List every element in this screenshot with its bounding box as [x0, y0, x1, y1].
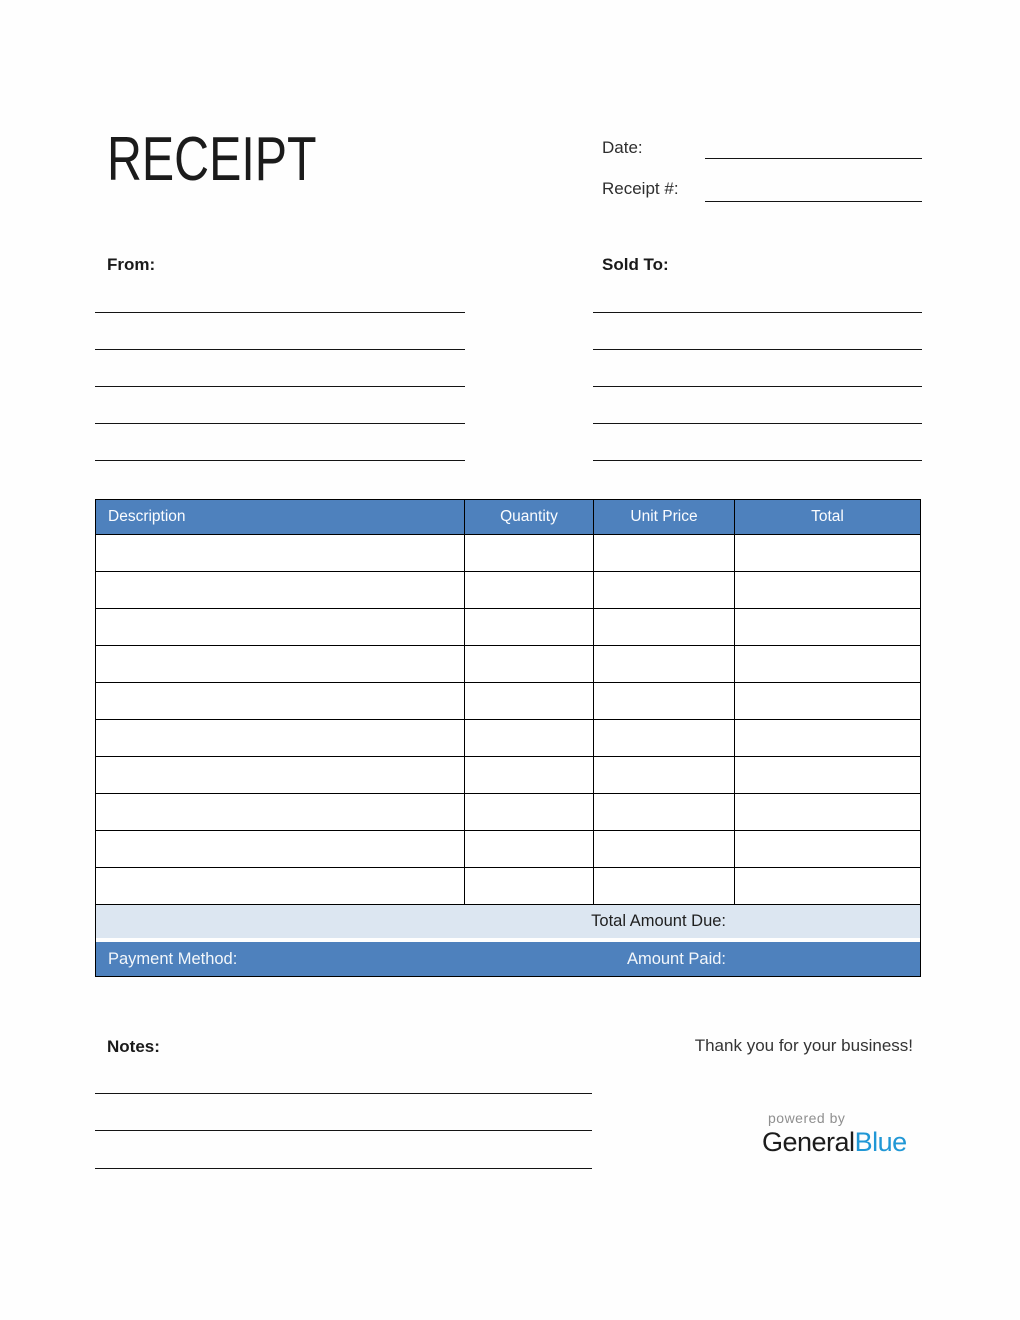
column-header-description: Description — [96, 500, 465, 534]
item-cell-quantity[interactable] — [465, 720, 594, 756]
item-cell-quantity[interactable] — [465, 646, 594, 682]
item-cell-unit-price[interactable] — [594, 535, 735, 571]
item-row — [96, 535, 920, 572]
item-cell-total[interactable] — [735, 535, 920, 571]
item-cell-quantity[interactable] — [465, 572, 594, 608]
item-cell-description[interactable] — [96, 831, 465, 867]
item-cell-unit-price[interactable] — [594, 646, 735, 682]
column-header-quantity: Quantity — [465, 500, 594, 534]
item-cell-total[interactable] — [735, 757, 920, 793]
item-cell-total[interactable] — [735, 609, 920, 645]
date-field[interactable] — [705, 158, 922, 159]
item-cell-unit-price[interactable] — [594, 720, 735, 756]
item-cell-total[interactable] — [735, 794, 920, 830]
notes-label: Notes: — [107, 1037, 160, 1056]
item-cell-quantity[interactable] — [465, 757, 594, 793]
item-cell-quantity[interactable] — [465, 831, 594, 867]
item-cell-description[interactable] — [96, 535, 465, 571]
from-line-3[interactable] — [95, 386, 465, 387]
sold-to-line-3[interactable] — [593, 386, 922, 387]
item-row — [96, 831, 920, 868]
item-row — [96, 720, 920, 757]
sold-to-line-2[interactable] — [593, 349, 922, 350]
sold-to-label: Sold To: — [602, 255, 669, 274]
from-label: From: — [107, 255, 156, 274]
column-header-unit-price: Unit Price — [594, 500, 735, 534]
item-cell-unit-price[interactable] — [594, 757, 735, 793]
amount-paid-label: Amount Paid: — [626, 950, 726, 968]
item-cell-quantity[interactable] — [465, 609, 594, 645]
total-amount-due-row — [96, 905, 920, 938]
item-cell-description[interactable] — [96, 794, 465, 830]
notes-line-3[interactable] — [95, 1168, 592, 1169]
item-cell-description[interactable] — [96, 683, 465, 719]
from-line-2[interactable] — [95, 349, 465, 350]
page-title: RECEIPT — [107, 125, 317, 194]
item-row — [96, 609, 920, 646]
item-cell-unit-price[interactable] — [594, 794, 735, 830]
item-cell-description[interactable] — [96, 609, 465, 645]
payment-row — [96, 942, 920, 976]
item-row — [96, 646, 920, 683]
total-amount-due-label: Total Amount Due: — [591, 912, 726, 930]
item-cell-total[interactable] — [735, 646, 920, 682]
from-line-4[interactable] — [95, 423, 465, 424]
notes-line-2[interactable] — [95, 1130, 592, 1131]
sold-to-line-1[interactable] — [593, 312, 922, 313]
item-cell-unit-price[interactable] — [594, 609, 735, 645]
table-header-row — [96, 500, 920, 535]
sold-to-line-4[interactable] — [593, 423, 922, 424]
item-cell-description[interactable] — [96, 646, 465, 682]
receipt-number-field[interactable] — [705, 201, 922, 202]
sold-to-line-5[interactable] — [593, 460, 922, 461]
item-cell-total[interactable] — [735, 720, 920, 756]
item-cell-total[interactable] — [735, 831, 920, 867]
item-cell-quantity[interactable] — [465, 535, 594, 571]
item-cell-unit-price[interactable] — [594, 683, 735, 719]
column-header-total: Total — [811, 508, 844, 525]
item-row — [96, 683, 920, 720]
item-cell-description[interactable] — [96, 757, 465, 793]
item-cell-quantity[interactable] — [465, 868, 594, 904]
notes-line-1[interactable] — [95, 1093, 592, 1094]
general-blue-logo — [762, 1129, 907, 1156]
item-cell-description[interactable] — [96, 720, 465, 756]
item-row — [96, 572, 920, 609]
item-cell-description[interactable] — [96, 572, 465, 608]
from-line-5[interactable] — [95, 460, 465, 461]
total-amount-due-value[interactable] — [728, 905, 918, 938]
amount-paid-value[interactable] — [728, 942, 918, 976]
item-rows — [96, 535, 920, 905]
items-table — [95, 499, 921, 977]
brand-blue-text: Blue — [854, 1127, 907, 1157]
brand-general-text: General — [762, 1127, 855, 1157]
date-label: Date: — [602, 138, 643, 157]
item-cell-total[interactable] — [735, 683, 920, 719]
thank-you-text: Thank you for your business! — [694, 1036, 913, 1055]
item-row — [96, 794, 920, 831]
powered-by-text: powered by — [768, 1110, 846, 1126]
receipt-number-label: Receipt #: — [602, 179, 679, 198]
item-cell-unit-price[interactable] — [594, 572, 735, 608]
item-cell-unit-price[interactable] — [594, 868, 735, 904]
from-line-1[interactable] — [95, 312, 465, 313]
payment-method-label: Payment Method: — [108, 950, 238, 968]
item-row — [96, 868, 920, 905]
item-cell-description[interactable] — [96, 868, 465, 904]
item-cell-total[interactable] — [735, 572, 920, 608]
item-cell-quantity[interactable] — [465, 794, 594, 830]
item-cell-total[interactable] — [735, 868, 920, 904]
item-cell-unit-price[interactable] — [594, 831, 735, 867]
item-row — [96, 757, 920, 794]
item-cell-quantity[interactable] — [465, 683, 594, 719]
